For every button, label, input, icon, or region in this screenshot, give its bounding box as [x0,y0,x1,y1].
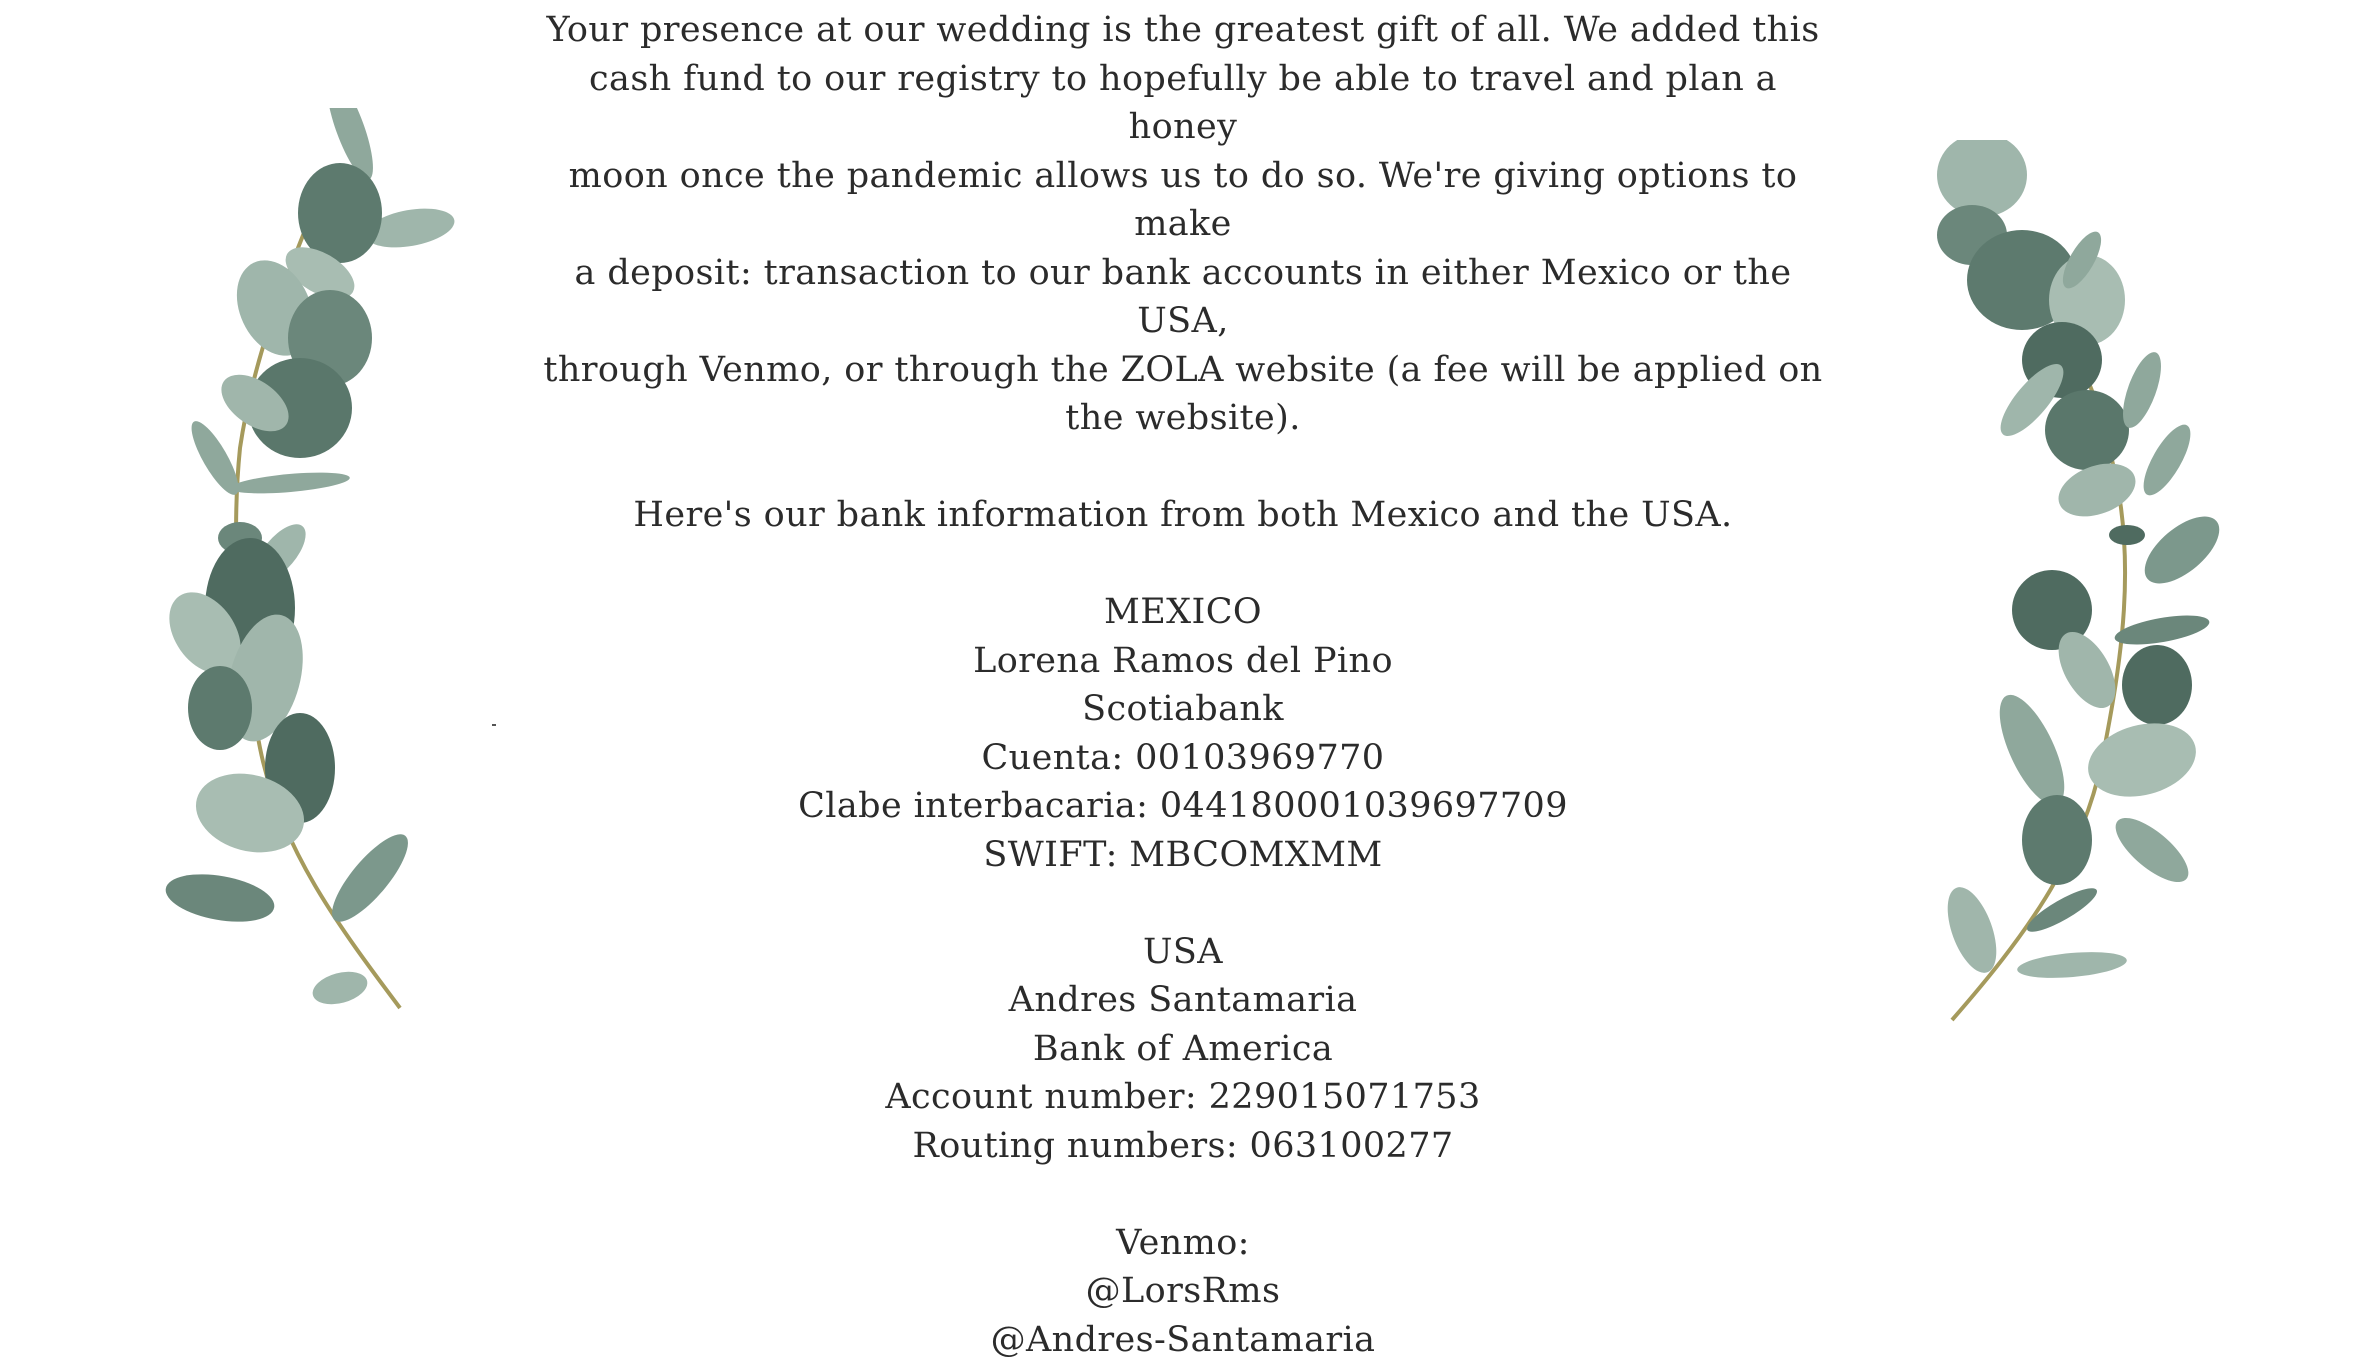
usa-heading: USA [530,928,1836,977]
intro-line: a deposit: transaction to our bank accounts in either Mexico or the USA, [530,249,1836,346]
venmo-handle: @LorsRms [530,1267,1836,1316]
stray-mark [492,724,496,726]
spacer [530,1170,1836,1219]
intro-line: the website). [530,394,1836,443]
mexico-swift: SWIFT: MBCOMXMM [530,831,1836,880]
cash-fund-intro [530,6,1836,443]
usa-bank-info [530,928,1836,1171]
spacer [530,540,1836,589]
usa-account-number: Account number: 229015071753 [530,1073,1836,1122]
eucalyptus-branch-right-image [1912,140,2232,1030]
mexico-account-number: Cuenta: 00103969770 [530,734,1836,783]
mexico-heading: MEXICO [530,588,1836,637]
spacer [530,443,1836,492]
intro-line: cash fund to our registry to hopefully be able to travel and plan a honey [530,55,1836,152]
mexico-clabe: Clabe interbacaria: 044180001039697709 [530,782,1836,831]
cash-fund-section [530,6,1836,1364]
usa-routing-number: Routing numbers: 063100277 [530,1122,1836,1171]
usa-bank-name: Bank of America [530,1025,1836,1074]
usa-account-holder: Andres Santamaria [530,976,1836,1025]
mexico-bank-name: Scotiabank [530,685,1836,734]
bank-info-intro: Here's our bank information from both Mexico and the USA. [530,491,1836,540]
mexico-bank-info [530,588,1836,879]
venmo-info [530,1219,1836,1364]
intro-line: moon once the pandemic allows us to do so. We're giving options to make [530,152,1836,249]
mexico-account-holder: Lorena Ramos del Pino [530,637,1836,686]
spacer [530,879,1836,928]
intro-line: Your presence at our wedding is the greatest gift of all. We added this [530,6,1836,55]
eucalyptus-branch-left-image [160,108,480,1028]
venmo-handle: @Andres-Santamaria [530,1316,1836,1364]
venmo-heading: Venmo: [530,1219,1836,1268]
intro-line: through Venmo, or through the ZOLA website (a fee will be applied on [530,346,1836,395]
